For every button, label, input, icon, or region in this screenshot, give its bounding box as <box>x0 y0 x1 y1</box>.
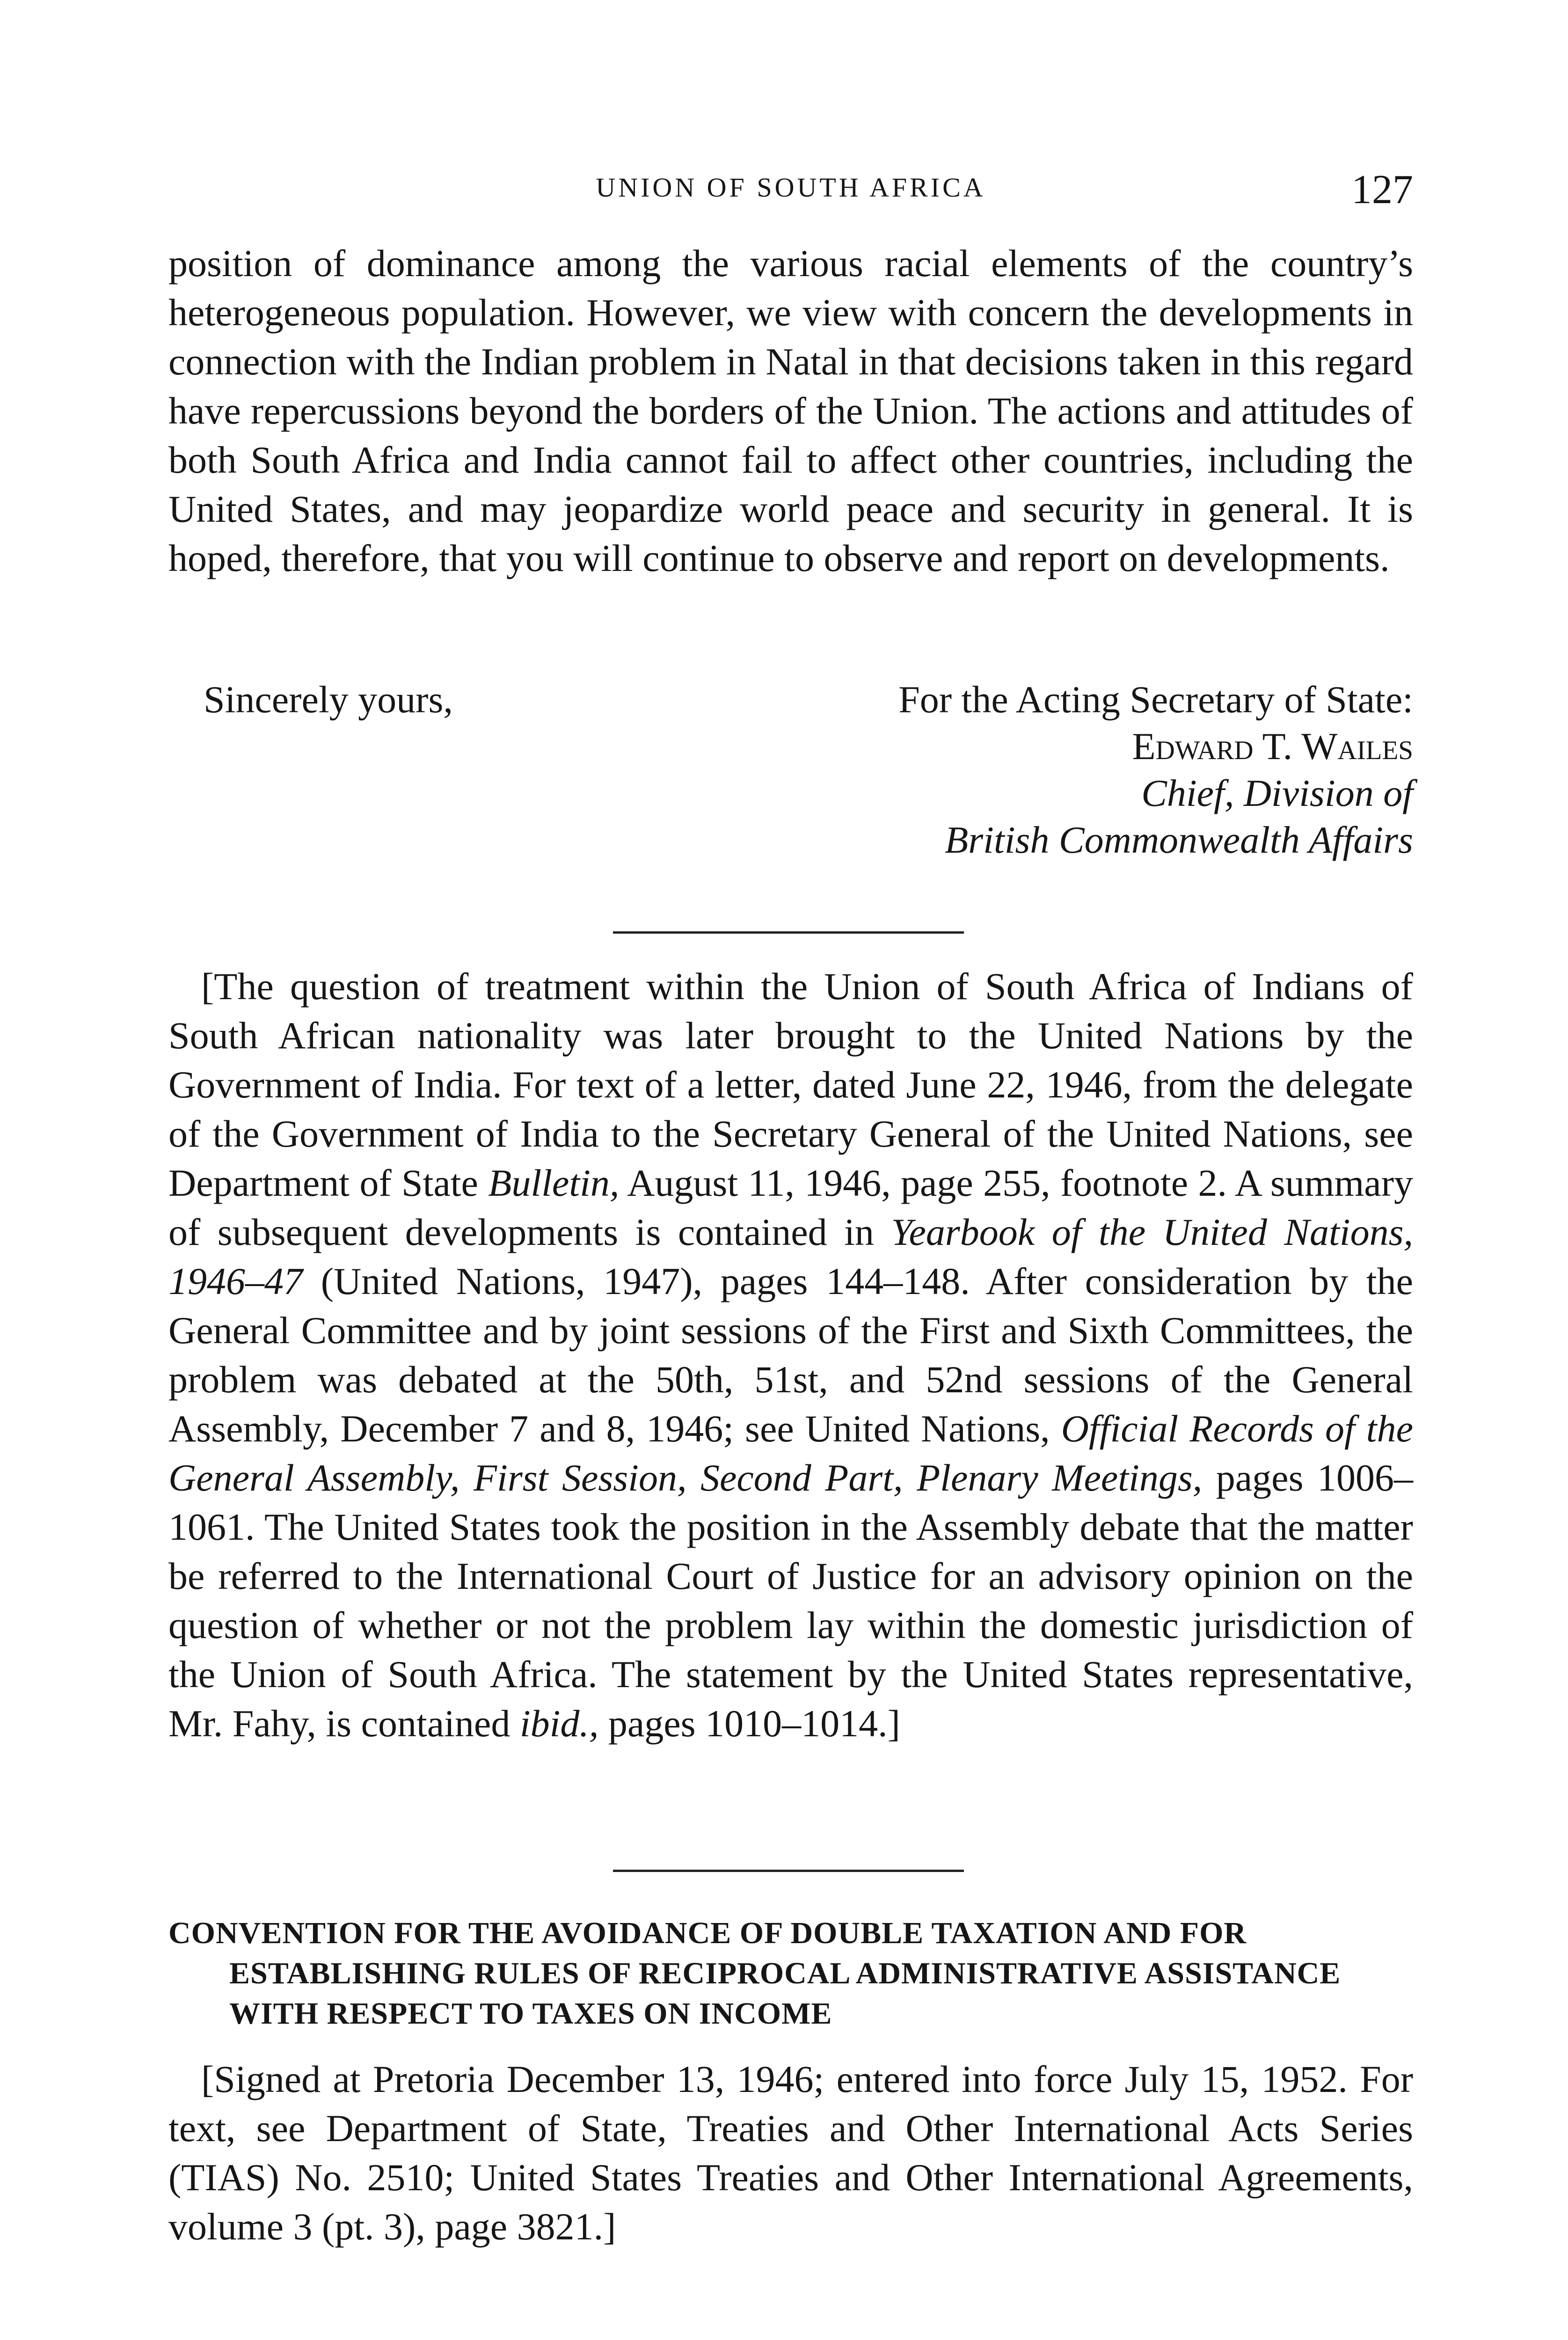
signature-authority-line: For the Acting Secretary of State: <box>898 678 1413 721</box>
editorial-italic-segment: ibid., <box>519 1702 599 1745</box>
section-divider-rule <box>613 931 964 934</box>
letter-closing <box>168 676 1413 892</box>
letter-body-paragraph: position of dominance among the various racial elements of the country’s heterogeneous population. However, we view with concern the developments in connection with the Indian problem in Natal in that decisions taken in this regard have repercussions beyond the borders of the Union. The actions and attitudes of both South Africa and India cannot fail to affect other countries, including the United States, and may jeopardize world peace and security in general. It is hoped, therefore, that you will continue to observe and report on developments. <box>168 242 1413 579</box>
editorial-text-segment: pages 1006–1061. The United States took the position in the Assembly debate that the matter be referred to the International Court of Justice for an advisory opinion on the question of whether or not the problem lay within the domestic jurisdiction of the Union of South Africa. The statement by the United States representative, Mr. Fahy, is contained <box>168 1456 1414 1745</box>
running-head <box>168 166 1413 218</box>
signatory-name: Edward T. Wailes <box>1132 725 1413 768</box>
signature-block <box>898 676 1413 863</box>
convention-heading: CONVENTION FOR THE AVOIDANCE OF DOUBLE TAXATION AND FOR ESTABLISHING RULES OF RECIPROCAL ADMINISTRATIVE ASSISTANCE WITH RESPECT TO TAXES ON INCOME <box>168 1916 1341 2031</box>
salutation: Sincerely yours, <box>204 678 453 721</box>
page-number: 127 <box>1351 167 1413 212</box>
editorial-italic-segment: Official Records of the General Assembly, First Session, Second Part, Plenary Meetings, <box>168 1407 1413 1499</box>
editorial-text-segment: (United Nations, 1947), pages 144–148. After consideration by the General Committee and by joint sessions of the First and Sixth Committees, the problem was debated at the 50th, 51st, and 52nd sessions of the General Assembly, December 7 and 8, 1946; see United Nations, <box>168 1260 1413 1450</box>
convention-note-paragraph: [Signed at Pretoria December 13, 1946; entered into force July 15, 1952. For text, see Department of State, Treaties and Other International Acts Series (TIAS) No. 2510; United States Treaties and Other International Agreements, volume 3 (pt. 3), page 3821.] <box>168 2058 1413 2248</box>
editorial-text-segment: [The question of treatment within the Union of South Africa of Indians of South African nationality was later brought to the United Nations by the Government of India. For text of a letter, dated June 22, 1946, from the delegate of the Government of India to the Secretary General of the United Nations, see Department of State <box>168 965 1413 1204</box>
running-title: UNION OF SOUTH AFRICA <box>596 172 986 203</box>
editorial-text-segment: August 11, 1946, page 255, footnote 2. A summary of subsequent developments is contained in <box>168 1162 1414 1253</box>
signatory-title-line-1: Chief, Division of <box>1141 772 1413 814</box>
editorial-text-segment: pages 1010–1014.] <box>598 1702 900 1745</box>
section-divider-rule <box>613 1870 964 1872</box>
editorial-italic-segment: Bulletin, <box>488 1162 620 1204</box>
editorial-note-paragraph <box>168 962 1413 1748</box>
editorial-italic-segment: Yearbook of the United Nations, 1946–47 <box>168 1211 1414 1302</box>
signatory-title-line-2: British Commonwealth Affairs <box>945 819 1413 861</box>
